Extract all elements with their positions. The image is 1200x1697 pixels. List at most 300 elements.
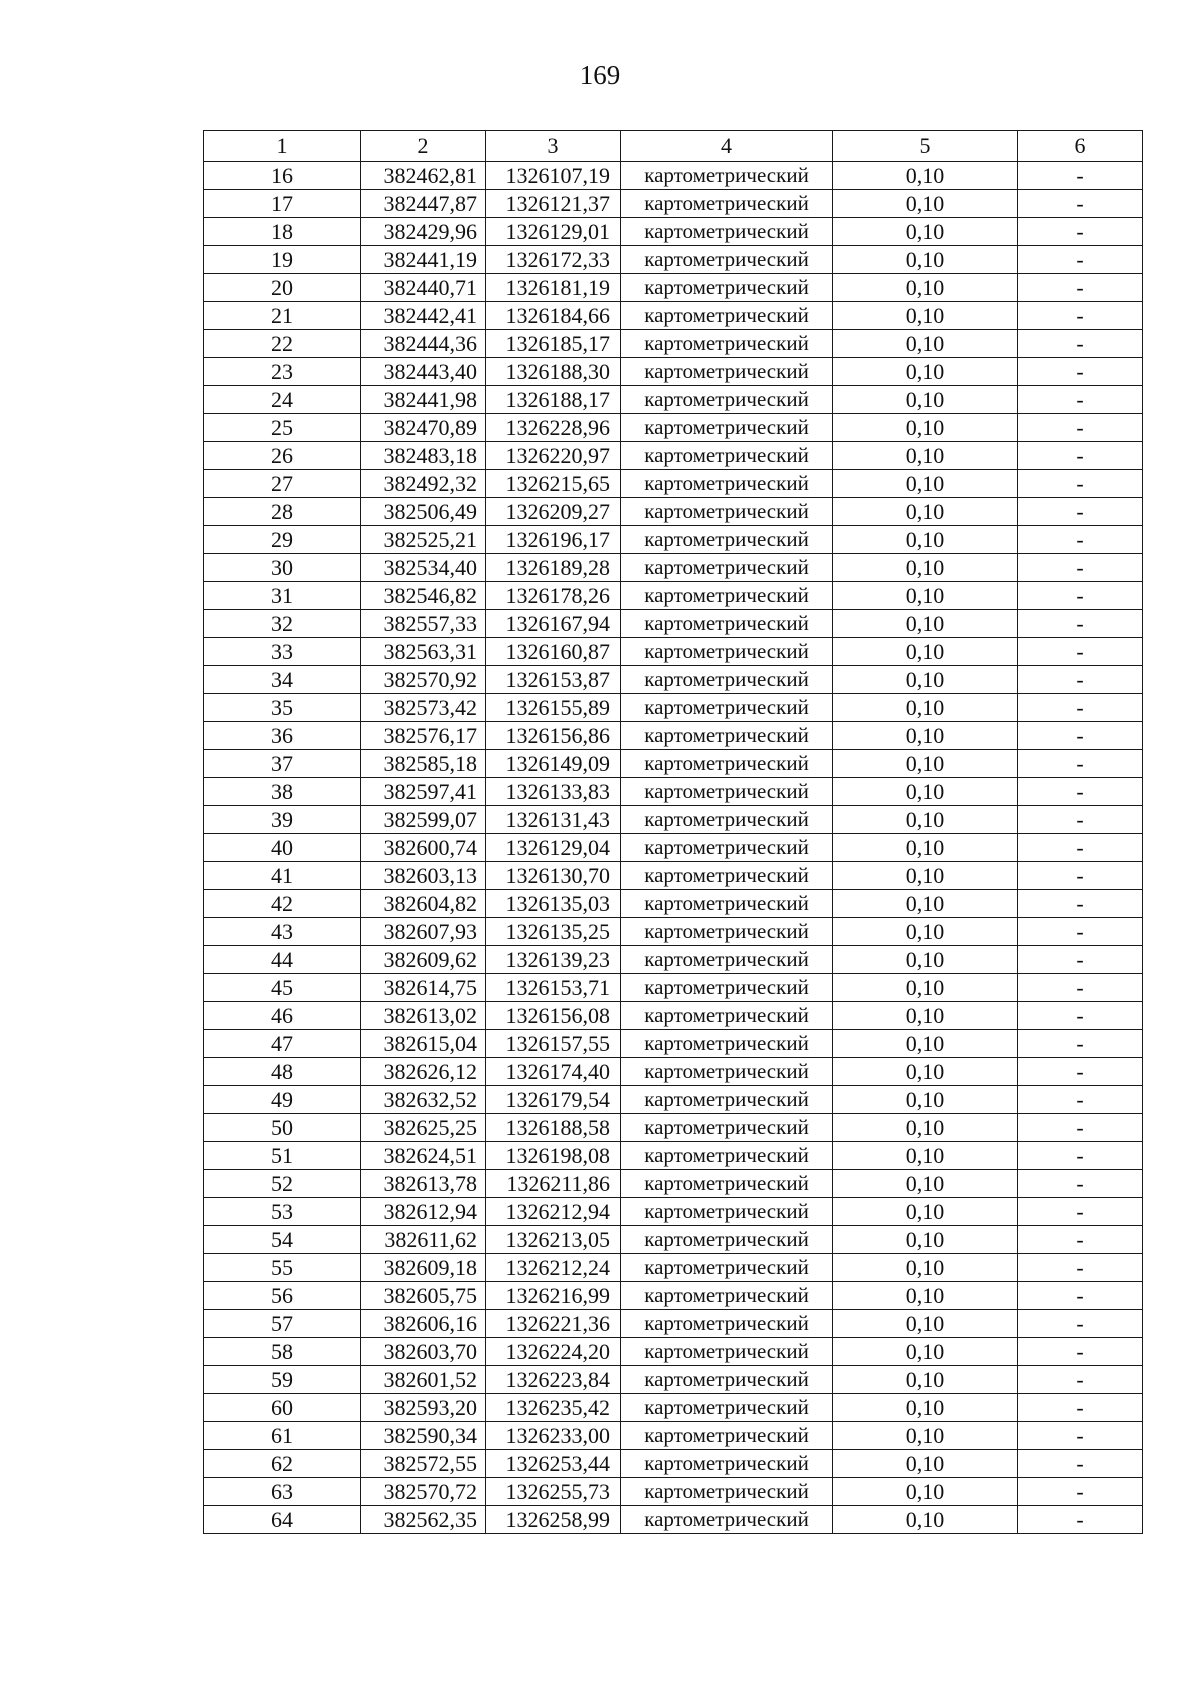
table-row: [204, 582, 1143, 610]
x-coordinate-cell: 382597,41: [361, 778, 486, 806]
y-coordinate-cell: 1326258,99: [486, 1506, 621, 1534]
column-header-x: 2: [361, 131, 486, 162]
note-cell: -: [1018, 722, 1143, 750]
y-coordinate-cell: 1326212,94: [486, 1198, 621, 1226]
accuracy-cell: 0,10: [833, 974, 1018, 1002]
note-cell: -: [1018, 330, 1143, 358]
x-coordinate-cell: 382611,62: [361, 1226, 486, 1254]
table-row: [204, 1030, 1143, 1058]
x-coordinate-cell: 382563,31: [361, 638, 486, 666]
point-number-cell: 20: [204, 274, 361, 302]
method-cell: картометрический: [621, 694, 833, 722]
note-cell: -: [1018, 806, 1143, 834]
table-header: [204, 131, 1143, 162]
method-cell: картометрический: [621, 498, 833, 526]
x-coordinate-cell: 382492,32: [361, 470, 486, 498]
y-coordinate-cell: 1326223,84: [486, 1366, 621, 1394]
table-row: [204, 1254, 1143, 1282]
method-cell: картометрический: [621, 330, 833, 358]
note-cell: -: [1018, 1226, 1143, 1254]
method-cell: картометрический: [621, 190, 833, 218]
method-cell: картометрический: [621, 526, 833, 554]
x-coordinate-cell: 382429,96: [361, 218, 486, 246]
accuracy-cell: 0,10: [833, 162, 1018, 190]
x-coordinate-cell: 382593,20: [361, 1394, 486, 1422]
accuracy-cell: 0,10: [833, 1282, 1018, 1310]
table-row: [204, 974, 1143, 1002]
method-cell: картометрический: [621, 1478, 833, 1506]
x-coordinate-cell: 382440,71: [361, 274, 486, 302]
note-cell: -: [1018, 974, 1143, 1002]
method-cell: картометрический: [621, 1086, 833, 1114]
point-number-cell: 55: [204, 1254, 361, 1282]
accuracy-cell: 0,10: [833, 1226, 1018, 1254]
x-coordinate-cell: 382614,75: [361, 974, 486, 1002]
accuracy-cell: 0,10: [833, 610, 1018, 638]
table-row: [204, 1114, 1143, 1142]
accuracy-cell: 0,10: [833, 1254, 1018, 1282]
y-coordinate-cell: 1326211,86: [486, 1170, 621, 1198]
note-cell: -: [1018, 1114, 1143, 1142]
y-coordinate-cell: 1326209,27: [486, 498, 621, 526]
y-coordinate-cell: 1326133,83: [486, 778, 621, 806]
method-cell: картометрический: [621, 778, 833, 806]
x-coordinate-cell: 382604,82: [361, 890, 486, 918]
method-cell: картометрический: [621, 162, 833, 190]
point-number-cell: 47: [204, 1030, 361, 1058]
note-cell: -: [1018, 386, 1143, 414]
point-number-cell: 56: [204, 1282, 361, 1310]
accuracy-cell: 0,10: [833, 918, 1018, 946]
method-cell: картометрический: [621, 1142, 833, 1170]
method-cell: картометрический: [621, 1366, 833, 1394]
accuracy-cell: 0,10: [833, 1058, 1018, 1086]
note-cell: -: [1018, 554, 1143, 582]
accuracy-cell: 0,10: [833, 554, 1018, 582]
method-cell: картометрический: [621, 470, 833, 498]
point-number-cell: 57: [204, 1310, 361, 1338]
accuracy-cell: 0,10: [833, 1310, 1018, 1338]
y-coordinate-cell: 1326155,89: [486, 694, 621, 722]
table-row: [204, 1506, 1143, 1534]
y-coordinate-cell: 1326135,25: [486, 918, 621, 946]
method-cell: картометрический: [621, 918, 833, 946]
accuracy-cell: 0,10: [833, 1506, 1018, 1534]
note-cell: -: [1018, 1450, 1143, 1478]
y-coordinate-cell: 1326221,36: [486, 1310, 621, 1338]
note-cell: -: [1018, 414, 1143, 442]
table-row: [204, 162, 1143, 190]
accuracy-cell: 0,10: [833, 1198, 1018, 1226]
note-cell: -: [1018, 890, 1143, 918]
point-number-cell: 44: [204, 946, 361, 974]
y-coordinate-cell: 1326179,54: [486, 1086, 621, 1114]
table-row: [204, 722, 1143, 750]
x-coordinate-cell: 382615,04: [361, 1030, 486, 1058]
y-coordinate-cell: 1326129,04: [486, 834, 621, 862]
accuracy-cell: 0,10: [833, 1170, 1018, 1198]
x-coordinate-cell: 382601,52: [361, 1366, 486, 1394]
point-number-cell: 21: [204, 302, 361, 330]
x-coordinate-cell: 382599,07: [361, 806, 486, 834]
point-number-cell: 61: [204, 1422, 361, 1450]
y-coordinate-cell: 1326131,43: [486, 806, 621, 834]
column-header-accuracy: 5: [833, 131, 1018, 162]
method-cell: картометрический: [621, 722, 833, 750]
x-coordinate-cell: 382606,16: [361, 1310, 486, 1338]
method-cell: картометрический: [621, 442, 833, 470]
table-row: [204, 806, 1143, 834]
column-header-y: 3: [486, 131, 621, 162]
accuracy-cell: 0,10: [833, 1394, 1018, 1422]
y-coordinate-cell: 1326188,30: [486, 358, 621, 386]
y-coordinate-cell: 1326157,55: [486, 1030, 621, 1058]
y-coordinate-cell: 1326255,73: [486, 1478, 621, 1506]
table-row: [204, 386, 1143, 414]
method-cell: картометрический: [621, 1058, 833, 1086]
x-coordinate-cell: 382605,75: [361, 1282, 486, 1310]
y-coordinate-cell: 1326178,26: [486, 582, 621, 610]
note-cell: -: [1018, 1030, 1143, 1058]
column-header-method: 4: [621, 131, 833, 162]
accuracy-cell: 0,10: [833, 890, 1018, 918]
x-coordinate-cell: 382557,33: [361, 610, 486, 638]
point-number-cell: 59: [204, 1366, 361, 1394]
table-row: [204, 834, 1143, 862]
method-cell: картометрический: [621, 1002, 833, 1030]
y-coordinate-cell: 1326253,44: [486, 1450, 621, 1478]
accuracy-cell: 0,10: [833, 1086, 1018, 1114]
x-coordinate-cell: 382609,62: [361, 946, 486, 974]
x-coordinate-cell: 382613,02: [361, 1002, 486, 1030]
x-coordinate-cell: 382441,19: [361, 246, 486, 274]
table-row: [204, 750, 1143, 778]
point-number-cell: 26: [204, 442, 361, 470]
column-header-note: 6: [1018, 131, 1143, 162]
y-coordinate-cell: 1326233,00: [486, 1422, 621, 1450]
point-number-cell: 25: [204, 414, 361, 442]
method-cell: картометрический: [621, 582, 833, 610]
point-number-cell: 34: [204, 666, 361, 694]
method-cell: картометрический: [621, 1198, 833, 1226]
point-number-cell: 50: [204, 1114, 361, 1142]
x-coordinate-cell: 382609,18: [361, 1254, 486, 1282]
x-coordinate-cell: 382483,18: [361, 442, 486, 470]
note-cell: -: [1018, 1310, 1143, 1338]
point-number-cell: 48: [204, 1058, 361, 1086]
x-coordinate-cell: 382534,40: [361, 554, 486, 582]
method-cell: картометрический: [621, 1226, 833, 1254]
y-coordinate-cell: 1326107,19: [486, 162, 621, 190]
accuracy-cell: 0,10: [833, 862, 1018, 890]
method-cell: картометрический: [621, 1254, 833, 1282]
note-cell: -: [1018, 470, 1143, 498]
note-cell: -: [1018, 1366, 1143, 1394]
accuracy-cell: 0,10: [833, 274, 1018, 302]
accuracy-cell: 0,10: [833, 442, 1018, 470]
y-coordinate-cell: 1326181,19: [486, 274, 621, 302]
y-coordinate-cell: 1326224,20: [486, 1338, 621, 1366]
note-cell: -: [1018, 918, 1143, 946]
x-coordinate-cell: 382590,34: [361, 1422, 486, 1450]
accuracy-cell: 0,10: [833, 358, 1018, 386]
note-cell: -: [1018, 190, 1143, 218]
x-coordinate-cell: 382444,36: [361, 330, 486, 358]
table-row: [204, 414, 1143, 442]
table-row: [204, 1142, 1143, 1170]
point-number-cell: 60: [204, 1394, 361, 1422]
note-cell: -: [1018, 1198, 1143, 1226]
x-coordinate-cell: 382525,21: [361, 526, 486, 554]
y-coordinate-cell: 1326156,08: [486, 1002, 621, 1030]
x-coordinate-cell: 382613,78: [361, 1170, 486, 1198]
accuracy-cell: 0,10: [833, 1422, 1018, 1450]
method-cell: картометрический: [621, 1170, 833, 1198]
x-coordinate-cell: 382573,42: [361, 694, 486, 722]
point-number-cell: 62: [204, 1450, 361, 1478]
y-coordinate-cell: 1326156,86: [486, 722, 621, 750]
accuracy-cell: 0,10: [833, 302, 1018, 330]
y-coordinate-cell: 1326129,01: [486, 218, 621, 246]
point-number-cell: 40: [204, 834, 361, 862]
point-number-cell: 35: [204, 694, 361, 722]
note-cell: -: [1018, 1170, 1143, 1198]
point-number-cell: 31: [204, 582, 361, 610]
x-coordinate-cell: 382570,72: [361, 1478, 486, 1506]
note-cell: -: [1018, 274, 1143, 302]
note-cell: -: [1018, 750, 1143, 778]
accuracy-cell: 0,10: [833, 806, 1018, 834]
table-row: [204, 946, 1143, 974]
accuracy-cell: 0,10: [833, 946, 1018, 974]
table-row: [204, 218, 1143, 246]
y-coordinate-cell: 1326121,37: [486, 190, 621, 218]
table-row: [204, 918, 1143, 946]
x-coordinate-cell: 382441,98: [361, 386, 486, 414]
point-number-cell: 38: [204, 778, 361, 806]
table-row: [204, 610, 1143, 638]
y-coordinate-cell: 1326184,66: [486, 302, 621, 330]
accuracy-cell: 0,10: [833, 582, 1018, 610]
y-coordinate-cell: 1326153,71: [486, 974, 621, 1002]
table-row: [204, 862, 1143, 890]
table-row: [204, 1450, 1143, 1478]
point-number-cell: 37: [204, 750, 361, 778]
point-number-cell: 32: [204, 610, 361, 638]
point-number-cell: 39: [204, 806, 361, 834]
point-number-cell: 54: [204, 1226, 361, 1254]
point-number-cell: 18: [204, 218, 361, 246]
note-cell: -: [1018, 1478, 1143, 1506]
x-coordinate-cell: 382470,89: [361, 414, 486, 442]
accuracy-cell: 0,10: [833, 1450, 1018, 1478]
accuracy-cell: 0,10: [833, 246, 1018, 274]
y-coordinate-cell: 1326196,17: [486, 526, 621, 554]
point-number-cell: 17: [204, 190, 361, 218]
table-row: [204, 274, 1143, 302]
note-cell: -: [1018, 162, 1143, 190]
x-coordinate-cell: 382585,18: [361, 750, 486, 778]
method-cell: картометрический: [621, 638, 833, 666]
x-coordinate-cell: 382576,17: [361, 722, 486, 750]
table-row: [204, 470, 1143, 498]
method-cell: картометрический: [621, 946, 833, 974]
x-coordinate-cell: 382506,49: [361, 498, 486, 526]
accuracy-cell: 0,10: [833, 526, 1018, 554]
point-number-cell: 64: [204, 1506, 361, 1534]
table-row: [204, 1338, 1143, 1366]
method-cell: картометрический: [621, 1422, 833, 1450]
note-cell: -: [1018, 638, 1143, 666]
accuracy-cell: 0,10: [833, 498, 1018, 526]
table-row: [204, 246, 1143, 274]
note-cell: -: [1018, 1506, 1143, 1534]
note-cell: -: [1018, 582, 1143, 610]
y-coordinate-cell: 1326216,99: [486, 1282, 621, 1310]
point-number-cell: 42: [204, 890, 361, 918]
y-coordinate-cell: 1326153,87: [486, 666, 621, 694]
x-coordinate-cell: 382462,81: [361, 162, 486, 190]
note-cell: -: [1018, 218, 1143, 246]
table-row: [204, 666, 1143, 694]
x-coordinate-cell: 382546,82: [361, 582, 486, 610]
table-row: [204, 1170, 1143, 1198]
note-cell: -: [1018, 246, 1143, 274]
accuracy-cell: 0,10: [833, 1338, 1018, 1366]
point-number-cell: 43: [204, 918, 361, 946]
point-number-cell: 24: [204, 386, 361, 414]
note-cell: -: [1018, 1338, 1143, 1366]
table-row: [204, 1394, 1143, 1422]
y-coordinate-cell: 1326167,94: [486, 610, 621, 638]
accuracy-cell: 0,10: [833, 778, 1018, 806]
accuracy-cell: 0,10: [833, 1142, 1018, 1170]
note-cell: -: [1018, 834, 1143, 862]
method-cell: картометрический: [621, 1030, 833, 1058]
method-cell: картометрический: [621, 218, 833, 246]
method-cell: картометрический: [621, 414, 833, 442]
point-number-cell: 41: [204, 862, 361, 890]
page-number: 169: [579, 60, 621, 90]
point-number-cell: 27: [204, 470, 361, 498]
table-row: [204, 302, 1143, 330]
point-number-cell: 51: [204, 1142, 361, 1170]
method-cell: картометрический: [621, 1394, 833, 1422]
y-coordinate-cell: 1326212,24: [486, 1254, 621, 1282]
method-cell: картометрический: [621, 834, 833, 862]
x-coordinate-cell: 382626,12: [361, 1058, 486, 1086]
table-row: [204, 1478, 1143, 1506]
accuracy-cell: 0,10: [833, 666, 1018, 694]
point-number-cell: 28: [204, 498, 361, 526]
accuracy-cell: 0,10: [833, 638, 1018, 666]
x-coordinate-cell: 382612,94: [361, 1198, 486, 1226]
point-number-cell: 53: [204, 1198, 361, 1226]
method-cell: картометрический: [621, 1506, 833, 1534]
note-cell: -: [1018, 302, 1143, 330]
method-cell: картометрический: [621, 274, 833, 302]
point-number-cell: 52: [204, 1170, 361, 1198]
y-coordinate-cell: 1326149,09: [486, 750, 621, 778]
table-row: [204, 1198, 1143, 1226]
x-coordinate-cell: 382570,92: [361, 666, 486, 694]
y-coordinate-cell: 1326130,70: [486, 862, 621, 890]
y-coordinate-cell: 1326135,03: [486, 890, 621, 918]
note-cell: -: [1018, 946, 1143, 974]
accuracy-cell: 0,10: [833, 386, 1018, 414]
accuracy-cell: 0,10: [833, 190, 1018, 218]
table-row: [204, 358, 1143, 386]
table-row: [204, 526, 1143, 554]
header-row: [204, 131, 1143, 162]
x-coordinate-cell: 382562,35: [361, 1506, 486, 1534]
x-coordinate-cell: 382443,40: [361, 358, 486, 386]
accuracy-cell: 0,10: [833, 218, 1018, 246]
method-cell: картометрический: [621, 554, 833, 582]
point-number-cell: 46: [204, 1002, 361, 1030]
point-number-cell: 19: [204, 246, 361, 274]
table-row: [204, 1226, 1143, 1254]
accuracy-cell: 0,10: [833, 1366, 1018, 1394]
y-coordinate-cell: 1326188,58: [486, 1114, 621, 1142]
table-body: [204, 162, 1143, 1534]
method-cell: картометрический: [621, 302, 833, 330]
note-cell: -: [1018, 358, 1143, 386]
method-cell: картометрический: [621, 1450, 833, 1478]
point-number-cell: 33: [204, 638, 361, 666]
method-cell: картометрический: [621, 806, 833, 834]
y-coordinate-cell: 1326213,05: [486, 1226, 621, 1254]
point-number-cell: 45: [204, 974, 361, 1002]
table-row: [204, 190, 1143, 218]
method-cell: картометрический: [621, 1310, 833, 1338]
table-row: [204, 1086, 1143, 1114]
y-coordinate-cell: 1326174,40: [486, 1058, 621, 1086]
x-coordinate-cell: 382600,74: [361, 834, 486, 862]
accuracy-cell: 0,10: [833, 414, 1018, 442]
accuracy-cell: 0,10: [833, 834, 1018, 862]
note-cell: -: [1018, 610, 1143, 638]
method-cell: картометрический: [621, 246, 833, 274]
table-row: [204, 638, 1143, 666]
accuracy-cell: 0,10: [833, 1030, 1018, 1058]
x-coordinate-cell: 382607,93: [361, 918, 486, 946]
method-cell: картометрический: [621, 610, 833, 638]
coordinates-table: [203, 130, 1143, 1534]
table-row: [204, 778, 1143, 806]
accuracy-cell: 0,10: [833, 750, 1018, 778]
method-cell: картометрический: [621, 386, 833, 414]
y-coordinate-cell: 1326172,33: [486, 246, 621, 274]
point-number-cell: 29: [204, 526, 361, 554]
point-number-cell: 58: [204, 1338, 361, 1366]
method-cell: картометрический: [621, 1338, 833, 1366]
note-cell: -: [1018, 1058, 1143, 1086]
point-number-cell: 36: [204, 722, 361, 750]
point-number-cell: 63: [204, 1478, 361, 1506]
note-cell: -: [1018, 442, 1143, 470]
accuracy-cell: 0,10: [833, 330, 1018, 358]
table-row: [204, 890, 1143, 918]
point-number-cell: 23: [204, 358, 361, 386]
point-number-cell: 30: [204, 554, 361, 582]
note-cell: -: [1018, 778, 1143, 806]
y-coordinate-cell: 1326235,42: [486, 1394, 621, 1422]
x-coordinate-cell: 382632,52: [361, 1086, 486, 1114]
note-cell: -: [1018, 862, 1143, 890]
note-cell: -: [1018, 498, 1143, 526]
point-number-cell: 22: [204, 330, 361, 358]
